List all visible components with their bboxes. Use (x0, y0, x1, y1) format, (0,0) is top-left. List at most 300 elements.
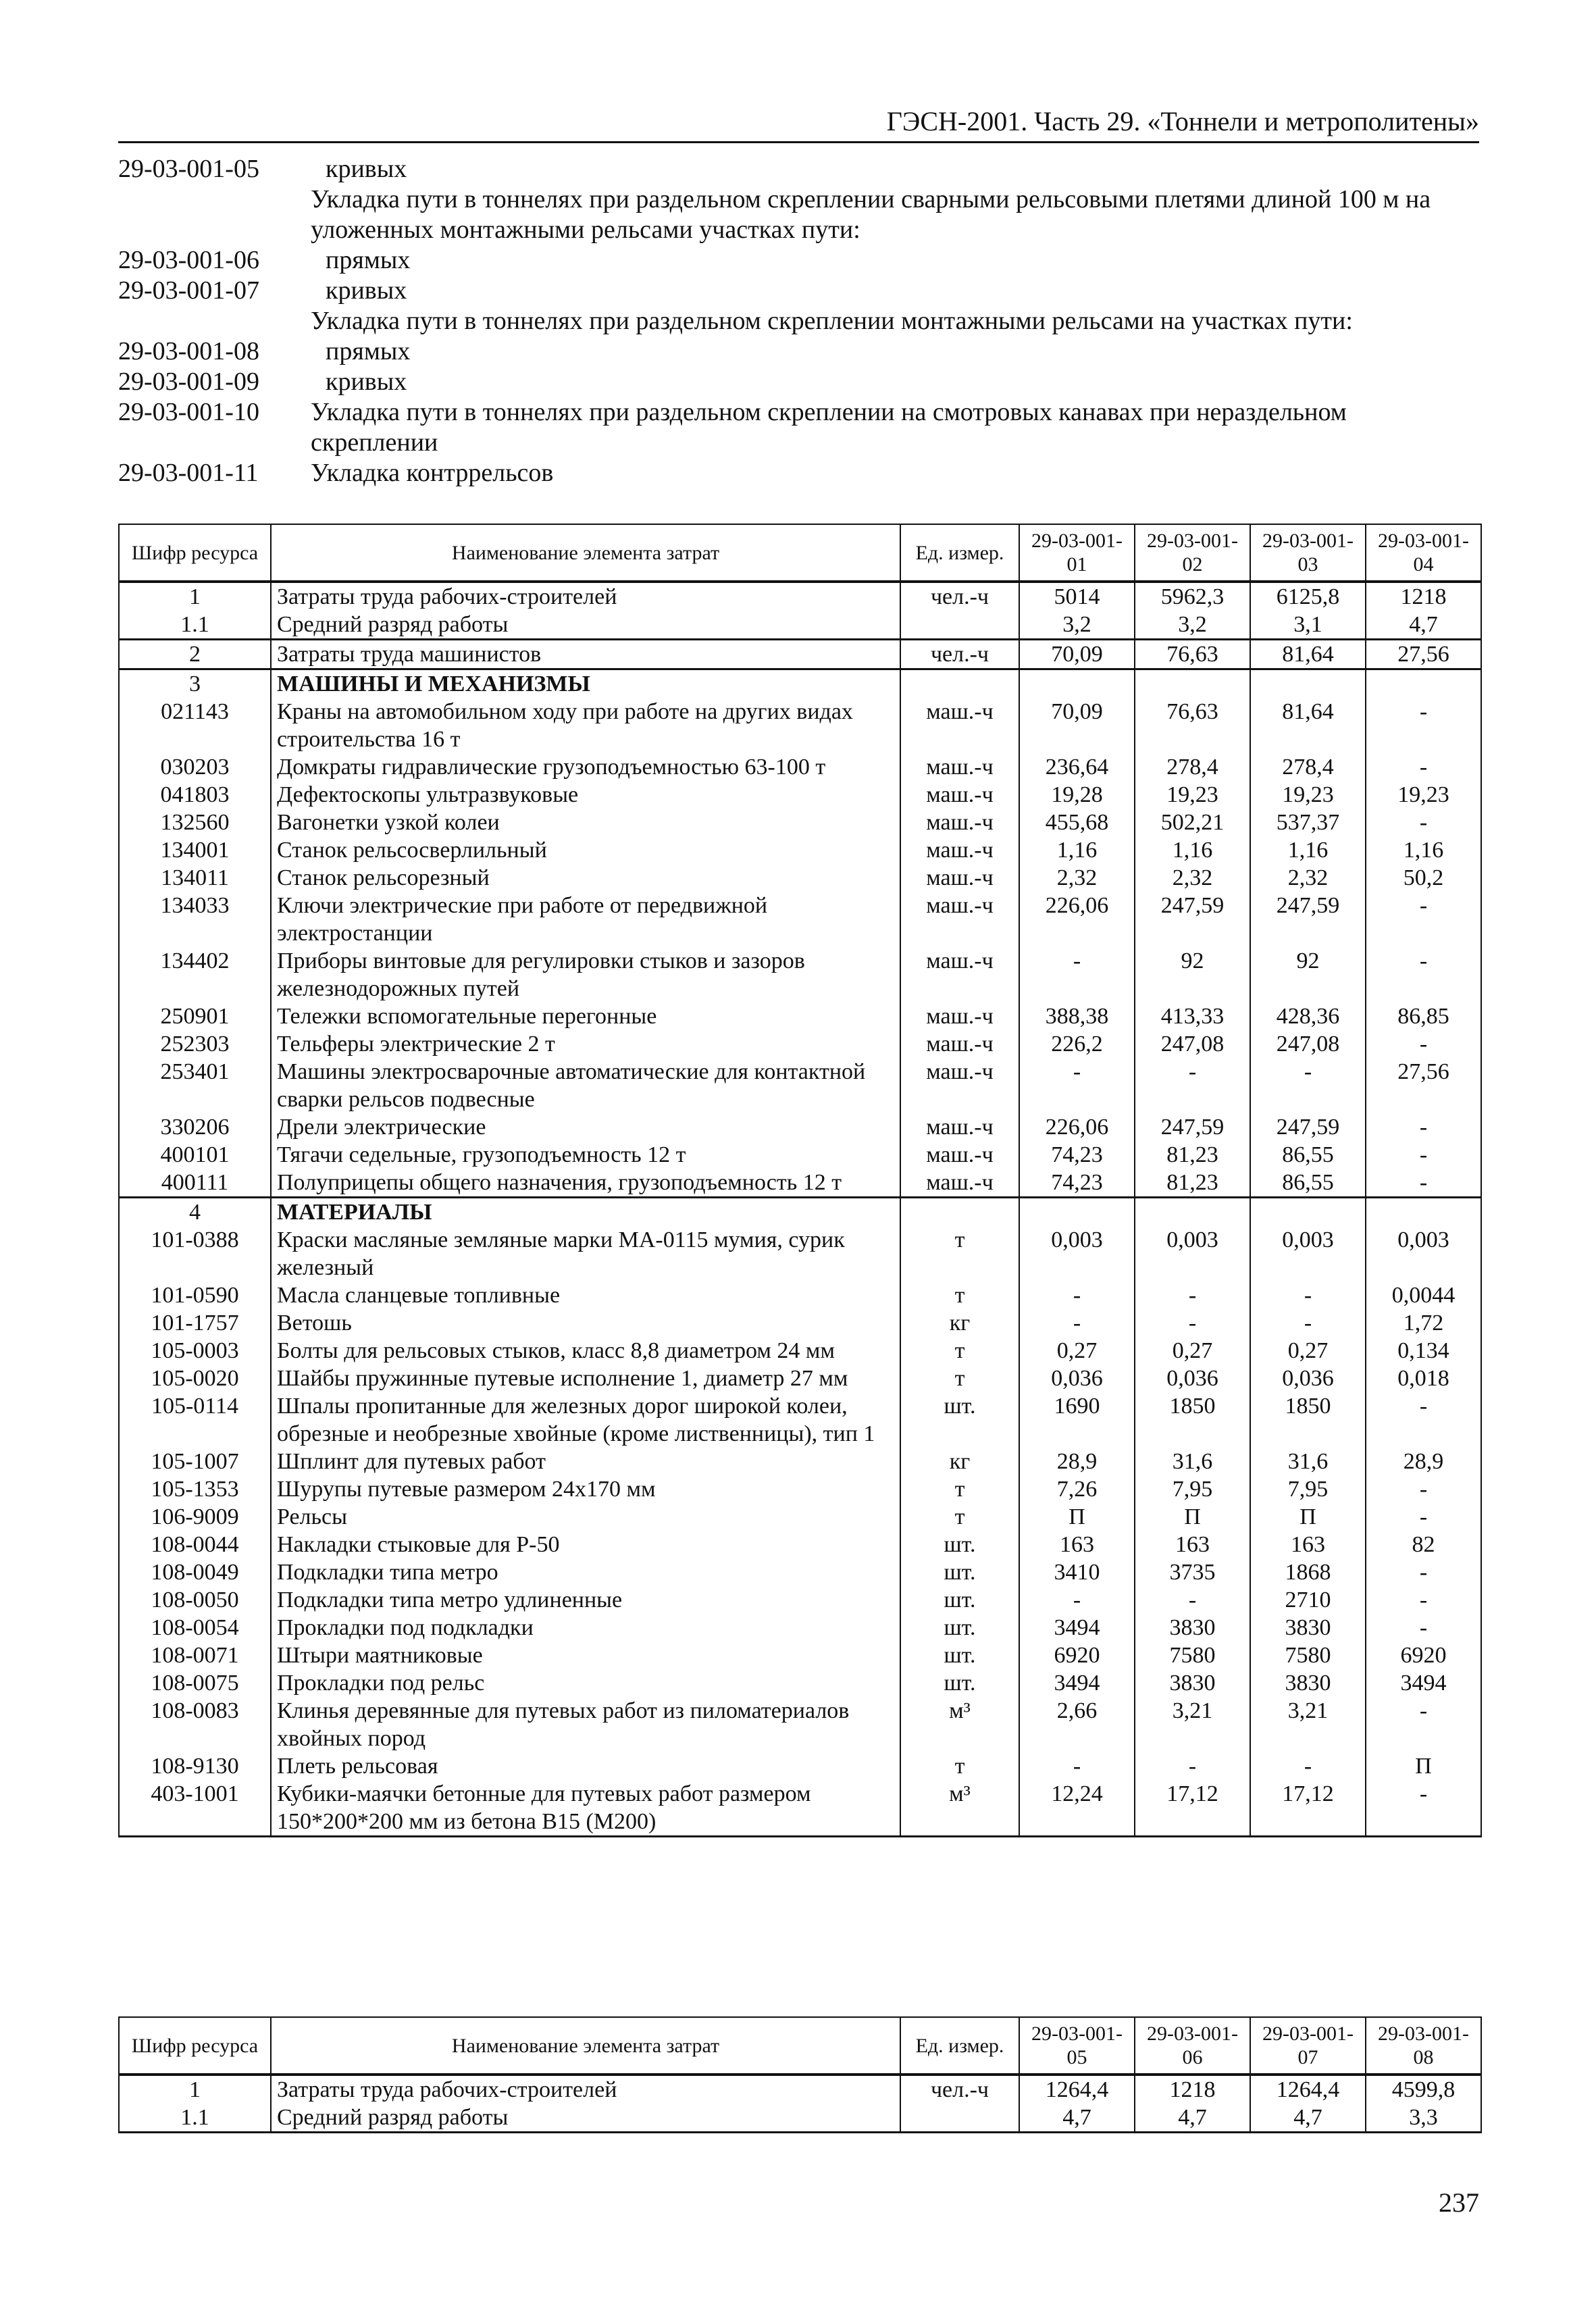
resource-name: Масла сланцевые топливные (271, 1281, 900, 1309)
value-cell: 0,003 (1135, 1226, 1250, 1281)
table-row (119, 781, 1481, 809)
running-header (118, 106, 1479, 143)
value-cell: 1868 (1250, 1558, 1366, 1586)
value-cell: - (1366, 809, 1481, 836)
table-row (119, 947, 1481, 1002)
resource-code: 134033 (119, 892, 271, 947)
value-cell: 278,4 (1135, 753, 1250, 781)
table-row (119, 611, 1481, 640)
value-cell: 2,32 (1019, 864, 1135, 892)
resource-code: 4 (119, 1198, 271, 1227)
value-cell: - (1366, 892, 1481, 947)
value-cell: 4,7 (1250, 2104, 1366, 2133)
value-cell: 3735 (1135, 1558, 1250, 1586)
work-list (118, 154, 1479, 488)
resource-name: Затраты труда рабочих-строителей (271, 2075, 900, 2104)
value-cell: - (1135, 1309, 1250, 1337)
work-text: кривых (326, 367, 407, 396)
work-text: Укладка пути в тоннелях при раздельном скреплении монтажными рельсами на участках пути: (311, 307, 1353, 335)
value-cell: - (1366, 1614, 1481, 1642)
value-cell: - (1366, 1586, 1481, 1614)
table-row (119, 698, 1481, 753)
table-row (119, 1642, 1481, 1669)
resource-name: Шурупы путевые размером 24х170 мм (271, 1475, 900, 1503)
table-row (119, 1226, 1481, 1281)
value-cell: - (1250, 1281, 1366, 1309)
value-cell: 1264,4 (1250, 2075, 1366, 2104)
value-cell: 226,06 (1019, 1113, 1135, 1141)
resource-name: Прокладки под подкладки (271, 1614, 900, 1642)
value-cell (1135, 669, 1250, 698)
value-cell: 247,08 (1135, 1030, 1250, 1058)
value-cell: - (1135, 1058, 1250, 1113)
value-cell: 82 (1366, 1531, 1481, 1558)
table-row (119, 1531, 1481, 1558)
value-cell: 31,6 (1250, 1448, 1366, 1475)
unit: т (900, 1281, 1019, 1309)
resource-name: Станок рельсосверлильный (271, 836, 900, 864)
value-cell: 76,63 (1135, 640, 1250, 669)
work-text: Укладка контррельсов (311, 459, 554, 487)
value-cell: 455,68 (1019, 809, 1135, 836)
unit: маш.-ч (900, 753, 1019, 781)
value-cell: 12,24 (1019, 1780, 1135, 1837)
resource-code: 030203 (119, 753, 271, 781)
table-row (119, 2104, 1481, 2133)
column-header: 29-03-001-02 (1135, 524, 1250, 582)
work-item (118, 276, 1479, 306)
value-cell: 70,09 (1019, 698, 1135, 753)
resource-name: Тягачи седельные, грузоподъемность 12 т (271, 1141, 900, 1169)
value-cell: 19,23 (1135, 781, 1250, 809)
value-cell: 1264,4 (1019, 2075, 1135, 2104)
work-code (118, 184, 311, 245)
unit: маш.-ч (900, 1169, 1019, 1198)
value-cell: 0,003 (1366, 1226, 1481, 1281)
resource-name: Тележки вспомогательные перегонные (271, 1002, 900, 1030)
value-cell (1019, 1198, 1135, 1227)
unit: маш.-ч (900, 1002, 1019, 1030)
column-header: 29-03-001-06 (1135, 2017, 1250, 2075)
value-cell (1250, 1198, 1366, 1227)
value-cell: 537,37 (1250, 809, 1366, 836)
value-cell: П (1250, 1503, 1366, 1531)
resource-name: Дрели электрические (271, 1113, 900, 1141)
value-cell: 19,23 (1366, 781, 1481, 809)
resource-code: 106-9009 (119, 1503, 271, 1531)
value-cell: 81,23 (1135, 1141, 1250, 1169)
column-header: 29-03-001-05 (1019, 2017, 1135, 2075)
resource-name: Средний разряд работы (271, 2104, 900, 2133)
resource-code: 105-0020 (119, 1365, 271, 1392)
table-row (119, 582, 1481, 611)
resource-code: 253401 (119, 1058, 271, 1113)
value-cell: 1850 (1250, 1392, 1366, 1448)
work-text: Укладка пути в тоннелях при раздельном скреплении сварными рельсовыми плетями длиной 100 м на уложенных монтажными рельсами участках пути: (311, 185, 1431, 244)
column-header: Шифр ресурса (119, 524, 271, 582)
value-cell: П (1135, 1503, 1250, 1531)
value-cell: - (1250, 1058, 1366, 1113)
unit: маш.-ч (900, 892, 1019, 947)
resource-name: Подкладки типа метро удлиненные (271, 1586, 900, 1614)
column-header: Ед. измер. (900, 524, 1019, 582)
resource-table-1 (118, 524, 1482, 1837)
resource-name: Шпалы пропитанные для железных дорог широкой колеи, обрезные и необрезные хвойные (кроме лиственницы), тип 1 (271, 1392, 900, 1448)
column-header: Наименование элемента затрат (271, 2017, 900, 2075)
unit: шт. (900, 1392, 1019, 1448)
resource-name: Прокладки под рельс (271, 1669, 900, 1697)
value-cell: 1850 (1135, 1392, 1250, 1448)
resource-name: Полуприцепы общего назначения, грузоподъемность 12 т (271, 1169, 900, 1198)
header-title: ГЭСН-2001. Часть 29. «Тоннели и метрополитены» (886, 106, 1479, 136)
table-row (119, 1002, 1481, 1030)
resource-name: Накладки стыковые для Р-50 (271, 1531, 900, 1558)
value-cell: 247,59 (1250, 892, 1366, 947)
value-cell: - (1366, 1141, 1481, 1169)
value-cell: 2710 (1250, 1586, 1366, 1614)
column-header: Наименование элемента затрат (271, 524, 900, 582)
resource-code: 041803 (119, 781, 271, 809)
value-cell: - (1366, 1392, 1481, 1448)
unit: маш.-ч (900, 1030, 1019, 1058)
value-cell: 413,33 (1135, 1002, 1250, 1030)
value-cell: - (1019, 1586, 1135, 1614)
value-cell: 86,55 (1250, 1169, 1366, 1198)
value-cell: 17,12 (1250, 1780, 1366, 1837)
resource-name: Рельсы (271, 1503, 900, 1531)
table-row (119, 1752, 1481, 1780)
resource-code: 400101 (119, 1141, 271, 1169)
value-cell: 502,21 (1135, 809, 1250, 836)
unit: маш.-ч (900, 781, 1019, 809)
value-cell: 28,9 (1019, 1448, 1135, 1475)
value-cell: 27,56 (1366, 1058, 1481, 1113)
table-header-row (119, 524, 1481, 582)
value-cell: 86,55 (1250, 1141, 1366, 1169)
value-cell: 226,2 (1019, 1030, 1135, 1058)
resource-name: Клинья деревянные для путевых работ из пиломатериалов хвойных пород (271, 1697, 900, 1752)
resource-name: Болты для рельсовых стыков, класс 8,8 диаметром 24 мм (271, 1337, 900, 1365)
value-cell: 81,23 (1135, 1169, 1250, 1198)
resource-code: 330206 (119, 1113, 271, 1141)
work-code: 29-03-001-11 (118, 459, 259, 487)
resource-code: 250901 (119, 1002, 271, 1030)
value-cell: 7,95 (1135, 1475, 1250, 1503)
table-row (119, 1558, 1481, 1586)
value-cell: 81,64 (1250, 640, 1366, 669)
unit: т (900, 1475, 1019, 1503)
resource-code: 1 (119, 582, 271, 611)
resource-code: 1.1 (119, 2104, 271, 2133)
resource-name: Дефектоскопы ультразвуковые (271, 781, 900, 809)
value-cell: - (1250, 1752, 1366, 1780)
table-row (119, 2075, 1481, 2104)
work-code: 29-03-001-05 (118, 155, 259, 183)
resource-code: 252303 (119, 1030, 271, 1058)
value-cell: - (1135, 1586, 1250, 1614)
value-cell: - (1135, 1752, 1250, 1780)
resource-name: Краски масляные земляные марки МА-0115 мумия, сурик железный (271, 1226, 900, 1281)
unit: маш.-ч (900, 836, 1019, 864)
resource-code: 108-0075 (119, 1669, 271, 1697)
value-cell: 0,134 (1366, 1337, 1481, 1365)
value-cell: 5962,3 (1135, 582, 1250, 611)
value-cell: 6920 (1019, 1642, 1135, 1669)
work-code: 29-03-001-06 (118, 246, 259, 274)
value-cell: 86,85 (1366, 1002, 1481, 1030)
table-row (119, 1169, 1481, 1198)
value-cell: 226,06 (1019, 892, 1135, 947)
value-cell: 4,7 (1135, 2104, 1250, 2133)
value-cell: 7,95 (1250, 1475, 1366, 1503)
value-cell: 4,7 (1366, 611, 1481, 640)
value-cell: 92 (1250, 947, 1366, 1002)
value-cell: 278,4 (1250, 753, 1366, 781)
table-row (119, 1780, 1481, 1837)
value-cell: П (1366, 1752, 1481, 1780)
work-item (118, 367, 1479, 397)
value-cell: 92 (1135, 947, 1250, 1002)
value-cell: - (1366, 1475, 1481, 1503)
resource-code: 101-0388 (119, 1226, 271, 1281)
value-cell: 0,0044 (1366, 1281, 1481, 1309)
unit: шт. (900, 1586, 1019, 1614)
resource-name: Приборы винтовые для регулировки стыков и зазоров железнодорожных путей (271, 947, 900, 1002)
unit: чел.-ч (900, 582, 1019, 611)
value-cell: - (1019, 947, 1135, 1002)
table-row (119, 892, 1481, 947)
value-cell (1135, 1198, 1250, 1227)
work-item (118, 154, 1479, 184)
value-cell: 247,59 (1250, 1113, 1366, 1141)
resource-code: 108-0083 (119, 1697, 271, 1752)
resource-name: МАТЕРИАЛЫ (271, 1198, 900, 1227)
value-cell: 1218 (1135, 2075, 1250, 2104)
column-header: Шифр ресурса (119, 2017, 271, 2075)
unit: чел.-ч (900, 2075, 1019, 2104)
unit: т (900, 1365, 1019, 1392)
resource-name: Затраты труда рабочих-строителей (271, 582, 900, 611)
value-cell: 1,16 (1135, 836, 1250, 864)
column-header: Ед. измер. (900, 2017, 1019, 2075)
resource-name: МАШИНЫ И МЕХАНИЗМЫ (271, 669, 900, 698)
resource-code: 2 (119, 640, 271, 669)
unit: м³ (900, 1780, 1019, 1837)
value-cell: 3,21 (1250, 1697, 1366, 1752)
value-cell: 28,9 (1366, 1448, 1481, 1475)
resource-name: Домкраты гидравлические грузоподъемностью 63-100 т (271, 753, 900, 781)
value-cell: 3,3 (1366, 2104, 1481, 2133)
unit: т (900, 1752, 1019, 1780)
column-header: 29-03-001-03 (1250, 524, 1366, 582)
value-cell (1366, 1198, 1481, 1227)
value-cell: 3410 (1019, 1558, 1135, 1586)
resource-code: 134402 (119, 947, 271, 1002)
work-text: прямых (326, 246, 411, 274)
unit (900, 1198, 1019, 1227)
table-row (119, 1030, 1481, 1058)
value-cell: 74,23 (1019, 1169, 1135, 1198)
value-cell: 0,27 (1135, 1337, 1250, 1365)
unit: кг (900, 1309, 1019, 1337)
unit (900, 669, 1019, 698)
value-cell: 2,32 (1135, 864, 1250, 892)
unit: шт. (900, 1614, 1019, 1642)
value-cell: - (1366, 1030, 1481, 1058)
table-row (119, 1113, 1481, 1141)
value-cell: 81,64 (1250, 698, 1366, 753)
value-cell (1366, 669, 1481, 698)
value-cell: 3494 (1019, 1669, 1135, 1697)
value-cell: - (1366, 1503, 1481, 1531)
value-cell: 3,1 (1250, 611, 1366, 640)
value-cell: 2,32 (1250, 864, 1366, 892)
unit: маш.-ч (900, 1058, 1019, 1113)
value-cell: 1,16 (1019, 836, 1135, 864)
work-text: кривых (326, 276, 407, 305)
value-cell: 4599,8 (1366, 2075, 1481, 2104)
resource-code: 108-0049 (119, 1558, 271, 1586)
resource-name: Средний разряд работы (271, 611, 900, 640)
resource-code: 3 (119, 669, 271, 698)
resource-code: 134011 (119, 864, 271, 892)
resource-name: Вагонетки узкой колеи (271, 809, 900, 836)
value-cell: 6920 (1366, 1642, 1481, 1669)
unit: шт. (900, 1558, 1019, 1586)
work-item (118, 245, 1479, 276)
resource-table-2 (118, 2016, 1482, 2133)
value-cell: 3494 (1019, 1614, 1135, 1642)
resource-code: 108-0071 (119, 1642, 271, 1669)
resource-name: Затраты труда машинистов (271, 640, 900, 669)
value-cell: 27,56 (1366, 640, 1481, 669)
value-cell: 2,66 (1019, 1697, 1135, 1752)
table-row (119, 1365, 1481, 1392)
value-cell: 19,23 (1250, 781, 1366, 809)
work-item (118, 306, 1479, 336)
unit: т (900, 1226, 1019, 1281)
table-row (119, 1614, 1481, 1642)
unit: маш.-ч (900, 1141, 1019, 1169)
table-row (119, 1503, 1481, 1531)
value-cell: П (1019, 1503, 1135, 1531)
resource-code: 400111 (119, 1169, 271, 1198)
value-cell: 163 (1250, 1531, 1366, 1558)
resource-name: Ветошь (271, 1309, 900, 1337)
work-text: прямых (326, 337, 411, 365)
table-row (119, 1586, 1481, 1614)
resource-name: Штыри маятниковые (271, 1642, 900, 1669)
resource-code: 132560 (119, 809, 271, 836)
resource-name: Краны на автомобильном ходу при работе на других видах строительства 16 т (271, 698, 900, 753)
value-cell: 3,2 (1019, 611, 1135, 640)
value-cell: 0,036 (1019, 1365, 1135, 1392)
value-cell (1250, 669, 1366, 698)
unit (900, 611, 1019, 640)
table-row (119, 753, 1481, 781)
unit: м³ (900, 1697, 1019, 1752)
value-cell: - (1366, 1780, 1481, 1837)
resource-code: 108-0050 (119, 1586, 271, 1614)
resource-code: 108-9130 (119, 1752, 271, 1780)
value-cell: 428,36 (1250, 1002, 1366, 1030)
work-code: 29-03-001-10 (118, 398, 259, 426)
unit: маш.-ч (900, 864, 1019, 892)
work-item (118, 397, 1479, 458)
table-row (119, 1697, 1481, 1752)
resource-name: Станок рельсорезный (271, 864, 900, 892)
value-cell: 0,018 (1366, 1365, 1481, 1392)
work-code: 29-03-001-08 (118, 337, 259, 365)
value-cell: 247,59 (1135, 892, 1250, 947)
resource-code: 105-1353 (119, 1475, 271, 1503)
unit: шт. (900, 1531, 1019, 1558)
unit: шт. (900, 1642, 1019, 1669)
value-cell: 1218 (1366, 582, 1481, 611)
unit: маш.-ч (900, 809, 1019, 836)
column-header: 29-03-001-01 (1019, 524, 1135, 582)
unit: шт. (900, 1669, 1019, 1697)
value-cell: 388,38 (1019, 1002, 1135, 1030)
resource-name: Тельферы электрические 2 т (271, 1030, 900, 1058)
resource-code: 1.1 (119, 611, 271, 640)
value-cell: 7580 (1250, 1642, 1366, 1669)
table-header-row (119, 2017, 1481, 2075)
work-item (118, 184, 1479, 245)
table-row (119, 1281, 1481, 1309)
resource-name: Ключи электрические при работе от передвижной электростанции (271, 892, 900, 947)
value-cell: 4,7 (1019, 2104, 1135, 2133)
resource-code: 108-0054 (119, 1614, 271, 1642)
table-row (119, 1309, 1481, 1337)
resource-code: 105-0003 (119, 1337, 271, 1365)
resource-code: 134001 (119, 836, 271, 864)
value-cell: - (1135, 1281, 1250, 1309)
resource-name: Шплинт для путевых работ (271, 1448, 900, 1475)
resource-code: 108-0044 (119, 1531, 271, 1558)
value-cell: 236,64 (1019, 753, 1135, 781)
unit: т (900, 1337, 1019, 1365)
value-cell: 3,21 (1135, 1697, 1250, 1752)
value-cell: 1,72 (1366, 1309, 1481, 1337)
work-item (118, 336, 1479, 367)
value-cell: 163 (1135, 1531, 1250, 1558)
value-cell: - (1250, 1309, 1366, 1337)
value-cell: 163 (1019, 1531, 1135, 1558)
value-cell: 3830 (1250, 1614, 1366, 1642)
value-cell: - (1366, 1169, 1481, 1198)
work-text: Укладка пути в тоннелях при раздельном скреплении на смотровых канавах при нераздельном скреплении (311, 398, 1347, 457)
resource-code: 105-0114 (119, 1392, 271, 1448)
value-cell: - (1019, 1281, 1135, 1309)
table-row (119, 669, 1481, 698)
resource-name: Плеть рельсовая (271, 1752, 900, 1780)
page-number: 237 (1439, 2187, 1479, 2218)
table-row (119, 1337, 1481, 1365)
value-cell: 31,6 (1135, 1448, 1250, 1475)
value-cell: 1,16 (1250, 836, 1366, 864)
table-row (119, 1669, 1481, 1697)
resource-code: 403-1001 (119, 1780, 271, 1837)
value-cell: 76,63 (1135, 698, 1250, 753)
value-cell: 0,036 (1135, 1365, 1250, 1392)
value-cell: 247,08 (1250, 1030, 1366, 1058)
table-row (119, 1392, 1481, 1448)
value-cell: 6125,8 (1250, 582, 1366, 611)
value-cell: - (1366, 947, 1481, 1002)
table-row (119, 1198, 1481, 1227)
value-cell: 0,003 (1250, 1226, 1366, 1281)
